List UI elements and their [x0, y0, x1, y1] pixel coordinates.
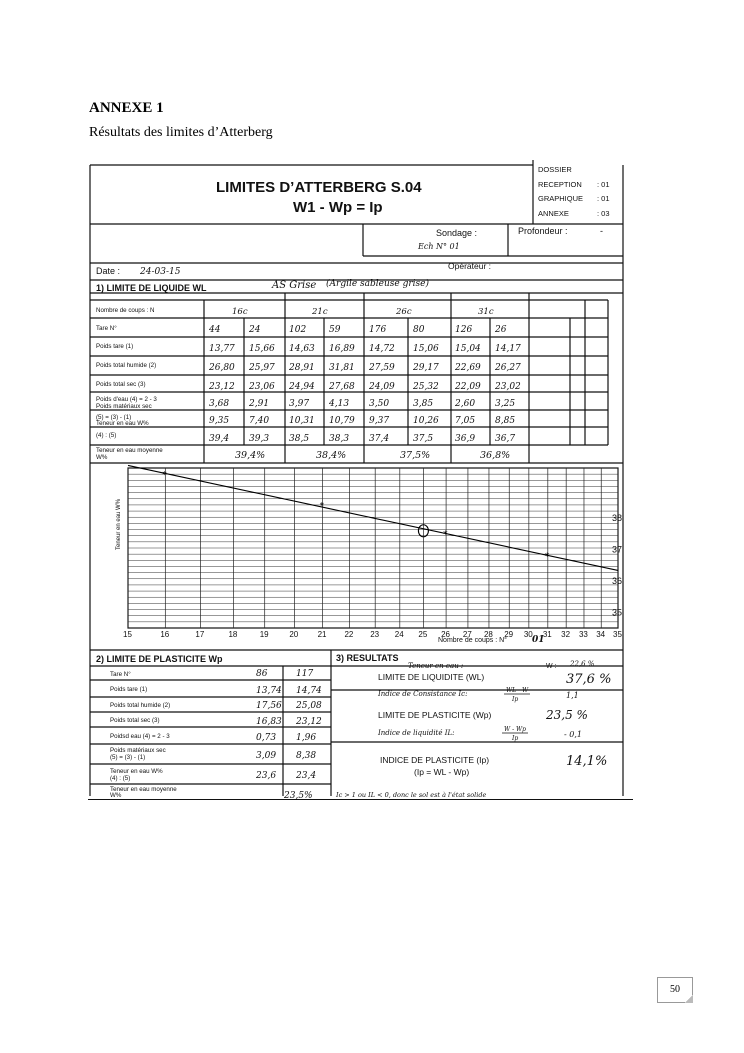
liquid-cell-eau: 3,97: [289, 399, 310, 409]
liquid-cell-poids_tare: 14,72: [369, 344, 395, 354]
dossier-label: DOSSIER: [538, 165, 572, 174]
annexe-heading: ANNEXE 1: [89, 100, 164, 116]
y-axis-label: Teneur en eau W%: [116, 498, 122, 550]
atterberg-form-svg: [88, 160, 633, 800]
liquid-cell-sec: 27,68: [329, 382, 355, 392]
annexe-value: : 03: [597, 209, 610, 218]
liquid-row-label: Teneur en eau moyenne: [96, 447, 163, 454]
w-symbol: W :: [546, 663, 557, 670]
ip-formula: (Ip = WL - Wp): [414, 767, 470, 777]
ic-value: 1,1: [566, 691, 579, 700]
profondeur-label: Profondeur :: [518, 226, 568, 236]
liquid-cell-poids_tare: 16,89: [329, 344, 355, 354]
liquid-cell-eau: 3,68: [209, 399, 230, 409]
data-point-marker: *: [443, 529, 448, 540]
reception-label: RECEPTION: [538, 180, 582, 189]
liquid-cell-tare: 102: [289, 325, 307, 335]
coups-value: 26c: [396, 307, 412, 317]
liquid-cell-tare: 126: [455, 325, 473, 335]
liquid-cell-teneur: 38,3: [329, 434, 350, 444]
sondage-label: Sondage :: [436, 228, 478, 238]
plastic-row-label: Teneur en eau moyenne: [110, 786, 177, 793]
annexe-label: ANNEXE: [538, 209, 569, 218]
plastic-row-label: Poids tare (1): [110, 686, 148, 693]
sondage-value: Ech N° 01: [418, 242, 460, 251]
wp-value: 23,5 %: [546, 708, 588, 722]
form-title: LIMITES D’ATTERBERG S.04: [216, 179, 422, 196]
liquid-cell-teneur: 39,3: [249, 434, 270, 444]
liquid-cell-sec: 22,09: [455, 382, 481, 392]
x-tick-label: 19: [259, 630, 269, 639]
teneur-label: Teneur en eau :: [408, 662, 464, 670]
y-tick-label: 36: [612, 575, 623, 586]
liquid-average-moisture: 37,5%: [400, 450, 431, 461]
date-label: Date :: [96, 266, 121, 276]
liquid-cell-sec: 23,12: [209, 382, 235, 392]
liquid-row-label: (5) = (3) - (1): [96, 414, 132, 421]
liquid-cell-tare: 80: [413, 325, 425, 335]
liquid-cell-eau: 3,25: [495, 399, 516, 409]
liquid-average-moisture: 36,8%: [480, 450, 511, 461]
liquid-cell-eau: 2,60: [455, 399, 476, 409]
liquid-cell-materiaux: 10,31: [289, 416, 315, 426]
ic-formula-numerator: WL - W: [506, 687, 529, 694]
sample-name: AS Grise: [272, 280, 317, 291]
liquid-average-moisture: 38,4%: [316, 450, 347, 461]
reception-value: : 01: [597, 180, 610, 189]
liquid-cell-tare: 24: [249, 325, 261, 335]
x-tick-label: 25: [418, 630, 428, 639]
x-tick-label: 22: [344, 630, 354, 639]
wl-value: 37,6 %: [566, 672, 612, 687]
profondeur-value: -: [600, 226, 603, 236]
liquid-row-label: (4) : (5): [96, 432, 117, 439]
liquid-cell-humide: 29,17: [413, 363, 439, 373]
plastic-average-moisture: 23,5%: [284, 791, 313, 800]
coups-value: 21c: [312, 307, 328, 317]
x-tick-label: 30: [523, 630, 533, 639]
x-tick-label: 24: [394, 630, 404, 639]
y-tick-label: 37: [612, 544, 623, 555]
liquid-cell-teneur: 37,4: [369, 434, 390, 444]
liquid-cell-tare: 176: [369, 325, 387, 335]
liquid-cell-materiaux: 10,26: [413, 416, 439, 426]
data-point-marker: *: [544, 551, 550, 562]
date-value: 24-03-15: [140, 267, 181, 277]
page-number: 50: [657, 977, 693, 1003]
conclusion-note: Ic > 1 ou IL < 0, donc le sol est à l'état solide: [336, 791, 487, 799]
coups-value: 16c: [232, 307, 248, 317]
plastic-row-label: (5) = (3) - (1): [110, 754, 146, 761]
x-tick-label: 18: [228, 630, 238, 639]
flow-curve-chart: [116, 465, 622, 645]
x-tick-label: 17: [195, 630, 205, 639]
x-tick-label: 20: [289, 630, 299, 639]
y-tick-label: 38: [612, 513, 623, 524]
w-value: 22,6 %: [570, 660, 595, 668]
liquid-cell-materiaux: 8,85: [495, 416, 516, 426]
ip-label: INDICE DE PLASTICITE (Ip): [380, 755, 490, 765]
results-heading: 3) RESULTATS: [336, 653, 399, 663]
x-tick-label: 33: [578, 630, 588, 639]
liquid-cell-eau: 2,91: [249, 399, 270, 409]
coups-value: 31c: [478, 307, 494, 317]
x-tick-label: 34: [596, 630, 606, 639]
x-tick-label: 21: [317, 630, 327, 639]
plastic-row-label: Poids total sec (3): [110, 717, 160, 724]
graphique-label: GRAPHIQUE: [538, 194, 584, 203]
wl-label: LIMITE DE LIQUIDITE (WL): [378, 672, 485, 682]
plastic-heading: 2) LIMITE DE PLASTICITE Wp: [96, 654, 223, 664]
x-tick-label: 35: [613, 630, 622, 639]
liquid-row-label: Poids matériaux sec: [96, 403, 152, 410]
liquid-cell-materiaux: 7,40: [249, 416, 270, 426]
plastic-cell-materiaux: 8,38: [296, 751, 317, 761]
liquid-cell-poids_tare: 14,63: [289, 344, 315, 354]
liquid-heading: 1) LIMITE DE LIQUIDE WL: [96, 283, 207, 293]
liquid-average-moisture: 39,4%: [235, 450, 266, 461]
liquid-row-label: Poids d'eau (4) = 2 - 3: [96, 396, 157, 403]
il-value: - 0,1: [564, 730, 582, 739]
plastic-row-label: Poids total humide (2): [110, 702, 171, 709]
plastic-cell-humide: 25,08: [296, 701, 322, 711]
x-tick-label: 23: [370, 630, 380, 639]
x-tick-label: 28: [483, 630, 493, 639]
liquid-cell-teneur: 38,5: [289, 434, 310, 444]
plastic-cell-poids_tare: 14,74: [296, 686, 322, 696]
liquid-cell-sec: 24,09: [369, 382, 395, 392]
x-tick-label: 31: [542, 630, 552, 639]
x-tick-label: 29: [504, 630, 514, 639]
plastic-row-label: Poidsd eau (4) = 2 - 3: [110, 733, 170, 740]
plastic-cell-humide: 17,56: [256, 701, 282, 711]
liquid-cell-humide: 31,81: [329, 363, 355, 373]
liquid-cell-sec: 23,02: [495, 382, 521, 392]
plastic-row-label: Teneur en eau W%: [110, 768, 163, 775]
plastic-cell-sec: 23,12: [296, 717, 322, 727]
liquid-cell-materiaux: 9,35: [209, 416, 230, 426]
sample-description: (Argile sableuse grise): [326, 279, 429, 289]
graphique-value: : 01: [597, 194, 610, 203]
liquid-cell-poids_tare: 15,04: [455, 344, 481, 354]
x-tick-label: 32: [561, 630, 571, 639]
plastic-cell-materiaux: 3,09: [256, 751, 277, 761]
plastic-values: [255, 669, 322, 800]
il-formula-numerator: W - Wp: [504, 726, 527, 733]
liquid-cell-materiaux: 10,79: [329, 416, 355, 426]
liquid-cell-humide: 28,91: [289, 363, 315, 373]
liquid-cell-tare: 44: [209, 325, 221, 335]
liquid-row-label: W%: [96, 454, 108, 461]
plastic-cell-tare: 117: [296, 669, 314, 679]
form-subtitle: W1 - Wp = Ip: [293, 199, 383, 216]
liquid-cell-teneur: 37,5: [413, 434, 434, 444]
x-axis-label-value: 01: [532, 635, 545, 645]
x-tick-label: 15: [123, 630, 132, 639]
liquid-cell-poids_tare: 15,66: [249, 344, 275, 354]
liquid-cell-materiaux: 9,37: [369, 416, 390, 426]
liquid-cell-sec: 23,06: [249, 382, 275, 392]
liquid-cell-humide: 27,59: [369, 363, 395, 373]
atterberg-sheet: [88, 160, 633, 800]
liquid-cell-poids_tare: 15,06: [413, 344, 439, 354]
ic-label: Indice de Consistance Ic:: [378, 690, 468, 698]
operateur-label: Opérateur :: [448, 261, 491, 271]
liquid-row-label: Poids total humide (2): [96, 362, 157, 369]
data-point-marker: *: [319, 501, 325, 512]
liquid-cell-tare: 59: [329, 325, 341, 335]
liquid-row-label: Poids total sec (3): [96, 381, 146, 388]
plastic-row-label: Poids matériaux sec: [110, 747, 166, 754]
plastic-row-labels: [110, 671, 177, 799]
plastic-row-label: Tare N°: [110, 671, 131, 678]
data-point-marker: *: [162, 470, 167, 481]
annexe-subtitle: Résultats des limites d’Atterberg: [89, 125, 273, 140]
liquid-cell-teneur: 36,7: [495, 434, 516, 444]
plastic-cell-teneur: 23,6: [256, 771, 277, 781]
liquid-cell-materiaux: 7,05: [455, 416, 476, 426]
plastic-cell-eau: 1,96: [296, 733, 317, 743]
liquid-cell-tare: 26: [495, 325, 507, 335]
il-formula-denominator: Ip: [512, 735, 519, 742]
liquid-cell-teneur: 36,9: [455, 434, 476, 444]
liquid-cell-eau: 3,85: [413, 399, 434, 409]
wp-label: LIMITE DE PLASTICITE (Wp): [378, 710, 492, 720]
plastic-cell-poids_tare: 13,74: [256, 686, 282, 696]
liquid-row-label: Nombre de coups : N: [96, 307, 155, 314]
il-label: Indice de liquidité IL:: [378, 729, 455, 737]
ip-value: 14,1%: [566, 754, 608, 769]
x-tick-label: 16: [160, 630, 170, 639]
y-tick-label: 35: [612, 607, 623, 618]
plastic-cell-teneur: 23,4: [296, 771, 317, 781]
liquid-cell-eau: 3,50: [369, 399, 390, 409]
x-tick-label: 27: [462, 630, 472, 639]
plastic-cell-tare: 86: [256, 669, 268, 679]
liquid-cell-poids_tare: 14,17: [495, 344, 521, 354]
liquid-cell-poids_tare: 13,77: [209, 344, 235, 354]
plastic-cell-eau: 0,73: [256, 733, 277, 743]
x-tick-label: 26: [441, 630, 451, 639]
liquid-row-label: Teneur en eau W%: [96, 420, 149, 427]
liquid-cell-humide: 26,80: [209, 363, 235, 373]
liquid-row-label: Poids tare (1): [96, 343, 134, 350]
plastic-row-label: (4) : (5): [110, 775, 131, 782]
x-axis-label: Nombre de coups : N°: [438, 637, 507, 644]
liquid-cell-teneur: 39,4: [209, 434, 230, 444]
liquid-cell-eau: 4,13: [329, 399, 350, 409]
liquid-cell-humide: 26,27: [495, 363, 521, 373]
ic-formula-denominator: Ip: [512, 696, 519, 703]
liquid-cell-sec: 24,94: [289, 382, 315, 392]
plastic-row-label: W%: [110, 792, 122, 799]
plastic-cell-sec: 16,83: [256, 717, 282, 727]
liquid-cell-humide: 25,97: [249, 363, 275, 373]
liquid-cell-humide: 22,69: [455, 363, 481, 373]
liquid-row-label: Tare N°: [96, 325, 117, 332]
liquid-cell-sec: 25,32: [413, 382, 439, 392]
liquid-row-labels: [96, 307, 163, 461]
